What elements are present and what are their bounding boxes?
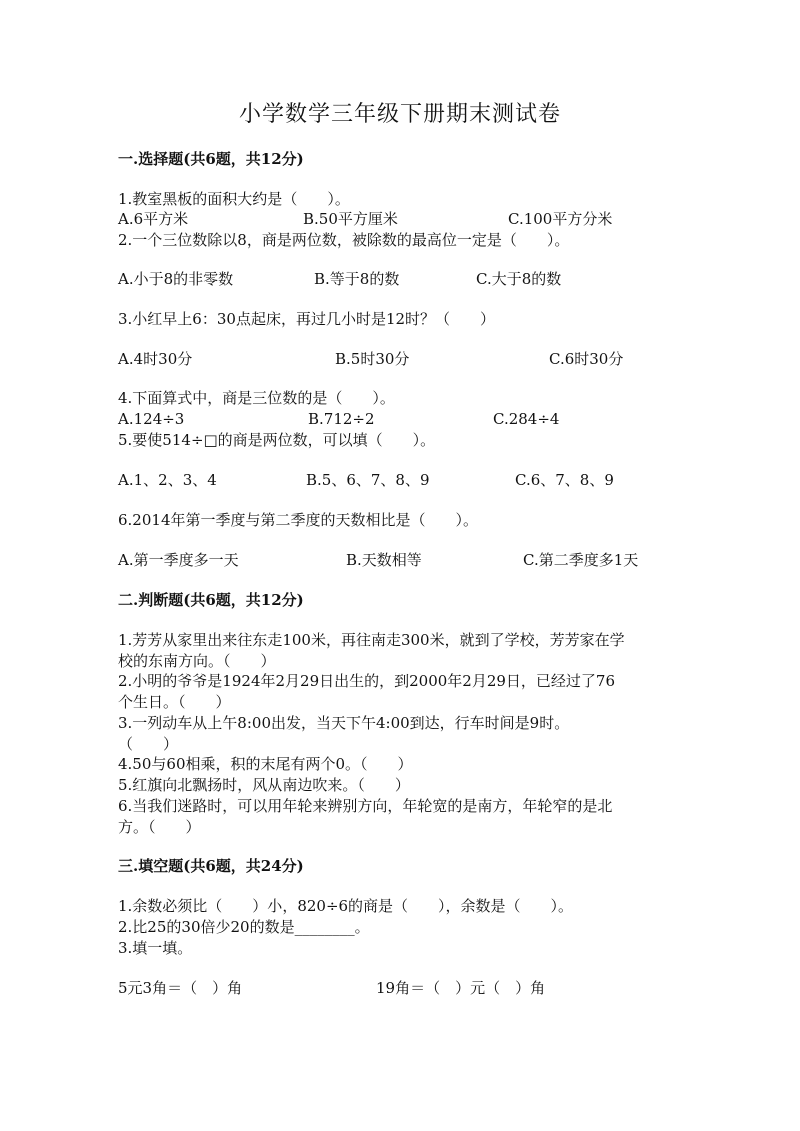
question-stem: 4.下面算式中，商是三位数的是（ ）。 <box>118 389 395 407</box>
option-c: C.6、7、8、9 <box>515 471 614 489</box>
option-b: B.5时30分 <box>335 350 410 368</box>
option-a: A.6平方米 <box>118 210 189 228</box>
fill-item-right: 19角＝（ ）元（ ）角 <box>376 979 546 997</box>
question-stem: 5.要使514÷□的商是两位数，可以填（ ）。 <box>118 431 436 449</box>
section-heading-judge: 二.判断题(共6题，共12分) <box>118 591 304 609</box>
judge-question-cont: （ ） <box>118 735 179 753</box>
question-stem: 3.小红早上6：30点起床，再过几小时是12时？（ ） <box>118 310 496 328</box>
fill-question: 1.余数必须比（ ）小，820÷6的商是（ ），余数是（ ）。 <box>118 897 574 915</box>
option-a: A.4时30分 <box>118 350 193 368</box>
page-title: 小学数学三年级下册期末测试卷 <box>238 102 561 127</box>
option-b: B.等于8的数 <box>314 270 400 288</box>
option-b: B.天数相等 <box>346 551 422 569</box>
judge-question-cont: 方。（ ） <box>118 818 201 836</box>
judge-question: 2.小明的爷爷是1924年2月29日出生的，到2000年2月29日，已经过了76 <box>118 672 616 690</box>
judge-question-cont: 校的东南方向。（ ） <box>118 652 276 670</box>
option-b: B.712÷2 <box>308 410 375 428</box>
question-stem: 6.2014年第一季度与第二季度的天数相比是（ ）。 <box>118 511 478 529</box>
option-c: C.284÷4 <box>493 410 560 428</box>
judge-question-cont: 个生日。（ ） <box>118 693 231 711</box>
question-stem: 1.教室黑板的面积大约是（ ）。 <box>118 190 350 208</box>
option-a: A.小于8的非零数 <box>118 270 234 288</box>
judge-question: 4.50与60相乘，积的末尾有两个0。（ ） <box>118 755 413 773</box>
option-b: B.5、6、7、8、9 <box>306 471 430 489</box>
option-b: B.50平方厘米 <box>303 210 398 228</box>
judge-question: 1.芳芳从家里出来往东走100米，再往南走300米，就到了学校，芳芳家在学 <box>118 631 625 649</box>
option-c: C.大于8的数 <box>476 270 562 288</box>
option-c: C.第二季度多1天 <box>523 551 639 569</box>
question-stem: 2.一个三位数除以8，商是两位数，被除数的最高位一定是（ ）。 <box>118 231 570 249</box>
option-c: C.6时30分 <box>549 350 624 368</box>
judge-question: 5.红旗向北飘扬时，风从南边吹来。（ ） <box>118 776 410 794</box>
option-a: A.第一季度多一天 <box>118 551 239 569</box>
judge-question: 6.当我们迷路时，可以用年轮来辨别方向，年轮宽的是南方，年轮窄的是北 <box>118 797 613 815</box>
option-c: C.100平方分米 <box>508 210 613 228</box>
fill-item-left: 5元3角＝（ ）角 <box>118 979 243 997</box>
option-a: A.1、2、3、4 <box>118 471 217 489</box>
section-heading-fill: 三.填空题(共6题，共24分) <box>118 857 304 875</box>
fill-question: 2.比25的30倍少20的数是________。 <box>118 918 370 936</box>
judge-question: 3.一列动车从上午8:00出发，当天下午4:00到达，行车时间是9时。 <box>118 714 570 732</box>
fill-question: 3.填一填。 <box>118 939 193 957</box>
section-heading-choice: 一.选择题(共6题，共12分) <box>118 150 304 168</box>
option-a: A.124÷3 <box>118 410 185 428</box>
